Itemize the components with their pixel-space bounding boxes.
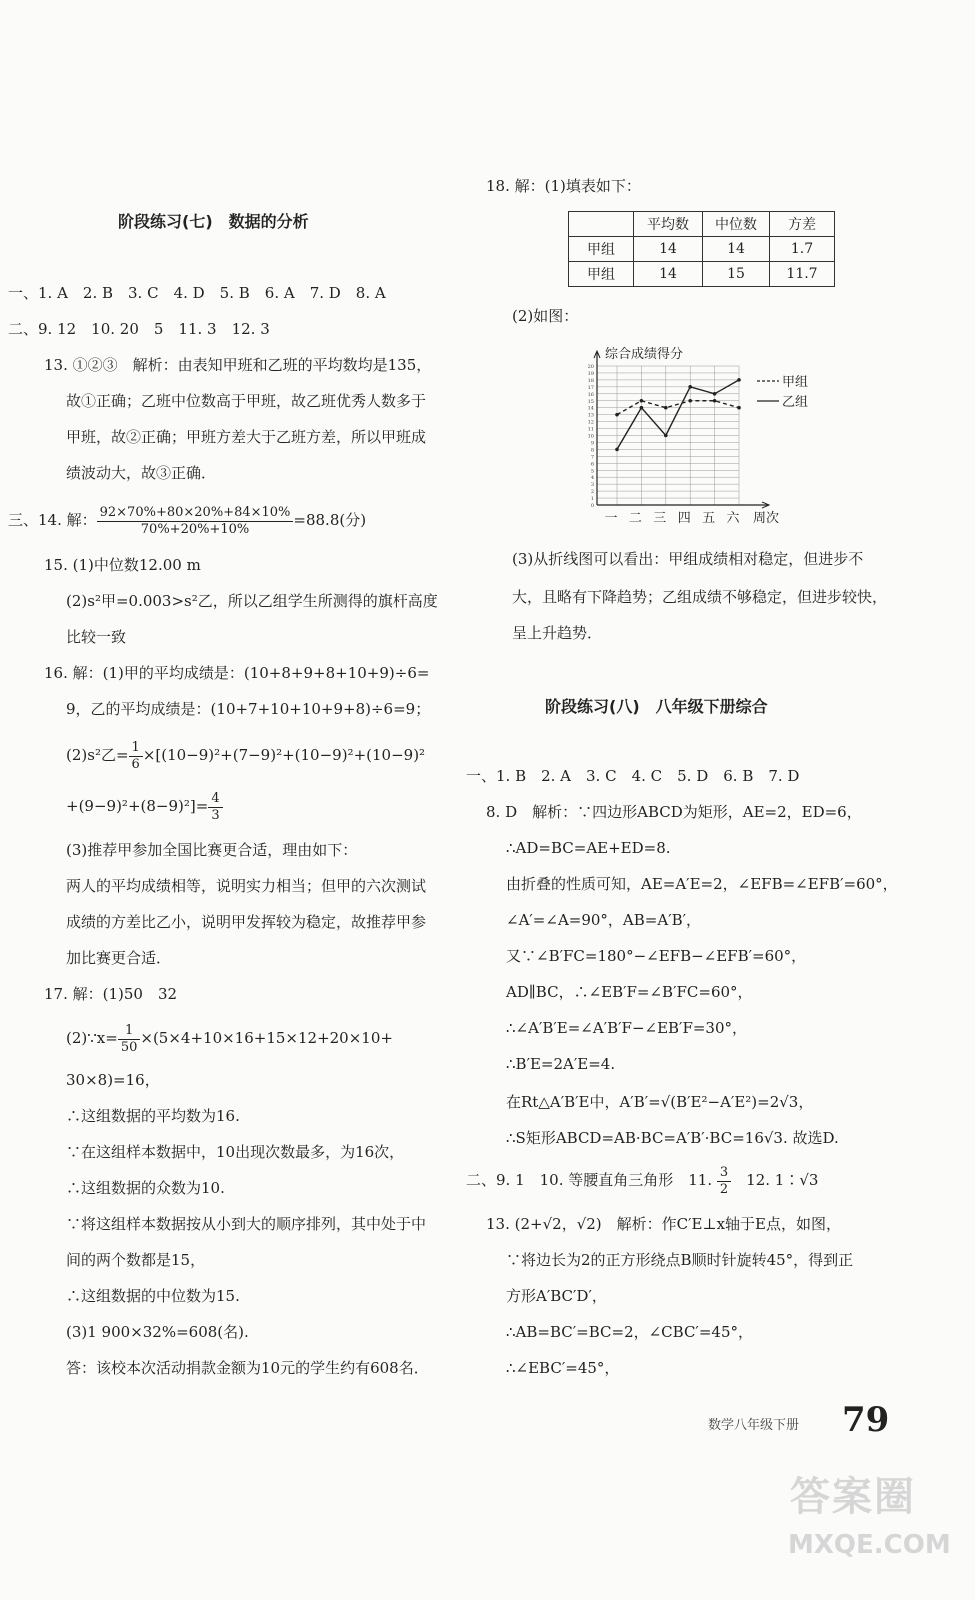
q16-res-den: 3: [211, 807, 220, 823]
answer-line: (3)1 900×32%=608(名).: [66, 1323, 249, 1341]
q12-answer: 12. 1∶√3: [731, 1171, 819, 1189]
watermark-url: MXQE.COM: [788, 1530, 951, 1560]
q17-frac-num: 1: [118, 1023, 141, 1040]
answer-line: 方形A′BC′D′，: [506, 1287, 607, 1305]
legend-label: 乙组: [782, 395, 809, 410]
q18-heading: 18. 解：(1)填表如下：: [486, 177, 641, 195]
y-tick-label: 7: [590, 454, 594, 461]
data-point: [713, 392, 717, 396]
table-cell: 15: [703, 262, 770, 287]
data-point: [737, 406, 741, 410]
answer-line: 9，乙的平均成绩是：(10+7+10+10+9+8)÷6=9；: [66, 700, 431, 718]
stats-table: [568, 211, 835, 287]
y-tick-label: 15: [587, 398, 594, 405]
answer-line: 成绩的方差比乙小，说明甲发挥较为稳定，故推荐甲参: [66, 913, 427, 931]
answer-line: ∵在这组样本数据中，10出现次数最多，为16次，: [66, 1143, 405, 1161]
q16-res-num: 4: [208, 791, 222, 808]
answer-line: 一、1. A 2. B 3. C 4. D 5. B 6. A 7. D 8. A: [8, 284, 386, 302]
q16-expression: ×[(10−9)²+(7−9)²+(10−9)²+(10−9)²: [142, 746, 426, 764]
score-line-chart: [573, 338, 809, 538]
y-tick-label: 1: [590, 496, 594, 503]
answer-line: (3)从折线图可以看出：甲组成绩相对稳定，但进步不: [512, 550, 864, 568]
q14-fraction: [97, 505, 294, 538]
section-title-8: 阶段练习(八) 八年级下册综合: [545, 697, 768, 716]
answer-line: ∴这组数据的中位数为15.: [66, 1287, 240, 1305]
table-header-cell: [569, 212, 634, 237]
table-cell: 甲组: [569, 262, 634, 287]
q16-variance-cont: [66, 786, 223, 826]
table-row: [569, 237, 835, 262]
answer-line: 17. 解：(1)50 32: [44, 985, 178, 1003]
y-tick-label: 19: [587, 370, 594, 377]
answer-line: 13. (2+√2，√2) 解析：作C′E⊥x轴于E点，如图，: [486, 1215, 841, 1233]
x-tick-label: 六: [726, 511, 740, 526]
answer-line: (2)s²甲=0.003>s²乙，所以乙组学生所测得的旗杆高度: [66, 592, 438, 610]
answer-line: 由折叠的性质可知，AE=A′E=2，∠EFB=∠EFB′=60°，: [506, 875, 898, 893]
watermark-logo: 答案圈: [790, 1474, 916, 1520]
data-point: [615, 448, 619, 452]
q16-result-fraction: [208, 791, 222, 824]
chart-grid: [597, 366, 739, 505]
answer-line: 在Rt△A′B′E中，A′B′=√(B′E²−A′E²)=2√3，: [506, 1093, 814, 1111]
q17-fraction: [118, 1023, 141, 1056]
q16-expression-cont: +(9−9)²+(8−9)²]=: [66, 797, 209, 815]
answer-line: 8. D 解析：∵四边形ABCD为矩形，AE=2，ED=6，: [486, 803, 862, 821]
fill-blank-answers: [466, 1160, 818, 1200]
table-cell: 14: [703, 237, 770, 262]
table-cell: 1.7: [770, 237, 835, 262]
table-cell: 14: [634, 262, 703, 287]
answer-line: ∴S矩形ABCD=AB·BC=A′B′·BC=16√3. 故选D.: [506, 1129, 839, 1147]
answer-line: 两人的平均成绩相等，说明实力相当；但甲的六次测试: [66, 877, 427, 895]
q11-num: 3: [717, 1165, 731, 1182]
x-tick-label: 四: [677, 511, 691, 526]
y-tick-label: 14: [587, 405, 594, 412]
table-cell: 甲组: [569, 237, 634, 262]
data-point: [640, 399, 644, 403]
q16-label: (2)s²乙=: [66, 746, 129, 764]
answer-line: ∴B′E=2A′E=4.: [506, 1055, 616, 1073]
q14-denominator: 70%+20%+10%: [140, 521, 250, 537]
data-point: [688, 385, 692, 389]
answer-line: ∠A′=∠A=90°，AB=A′B′，: [506, 911, 702, 929]
chart-x-label: 周次: [753, 511, 780, 526]
table-cell: 14: [634, 237, 703, 262]
q16-frac-num: 1: [129, 740, 143, 757]
data-point: [688, 399, 692, 403]
chart-ticks: [588, 364, 741, 526]
y-tick-label: 3: [590, 482, 594, 489]
answer-line: ∵将边长为2的正方形绕点B顺时针旋转45°，得到正: [506, 1251, 854, 1269]
chart-axes: [594, 351, 769, 508]
data-point: [640, 406, 644, 410]
table-header-cell: 中位数: [703, 212, 770, 237]
data-point: [737, 378, 741, 382]
q11-fraction: [717, 1165, 731, 1198]
answer-line: 故①正确；乙班中位数高于甲班，故乙班优秀人数多于: [66, 392, 427, 410]
answer-line: 呈上升趋势．: [512, 624, 603, 642]
answer-line: ∴∠EBC′=45°，: [506, 1359, 620, 1377]
q17-mean: [66, 1018, 393, 1058]
answer-line: 30×8)=16，: [66, 1071, 160, 1089]
answer-line: ∴AB=BC′=BC=2，∠CBC′=45°，: [506, 1323, 753, 1341]
table-row: [569, 262, 835, 287]
answer-line: ∵将这组样本数据按从小到大的顺序排列，其中处于中: [66, 1215, 427, 1233]
q14-label: 三、14. 解：: [8, 511, 97, 529]
data-point: [615, 413, 619, 417]
q14-solution: [8, 500, 366, 540]
section-title-7: 阶段练习(七) 数据的分析: [118, 212, 309, 231]
x-tick-label: 二: [628, 511, 642, 526]
answer-line: 二、9. 12 10. 20 5 11. 3 12. 3: [8, 320, 270, 338]
x-tick-label: 三: [653, 511, 667, 526]
chart-legend: [757, 375, 808, 410]
y-tick-label: 20: [587, 364, 594, 370]
y-tick-label: 10: [587, 433, 594, 440]
data-point: [713, 399, 717, 403]
answer-line: 比较一致: [66, 628, 127, 646]
y-tick-label: 5: [590, 468, 594, 475]
answer-line: 又∵∠B′FC=180°−∠EFB−∠EFB′=60°，: [506, 947, 807, 965]
q16-fraction: [129, 740, 143, 773]
blank-answers-label: 二、9. 1 10. 等腰直角三角形 11.: [466, 1171, 717, 1189]
q18-part2: (2)如图：: [512, 307, 579, 325]
legend-label: 甲组: [782, 375, 809, 390]
answer-line: 一、1. B 2. A 3. C 4. C 5. D 6. B 7. D: [466, 767, 800, 785]
q16-frac-den: 6: [131, 756, 140, 772]
book-name: 数学八年级下册: [708, 1418, 800, 1433]
y-tick-label: 16: [587, 391, 594, 398]
y-tick-label: 8: [590, 447, 594, 454]
x-tick-label: 一: [604, 511, 618, 526]
answer-line: ∴∠A′B′E=∠A′B′F−∠EB′F=30°，: [506, 1019, 748, 1037]
page-number: 79: [842, 1400, 890, 1440]
x-tick-label: 五: [702, 511, 716, 526]
q14-result: =88.8(分): [293, 511, 367, 529]
data-point: [664, 406, 668, 410]
y-tick-label: 13: [587, 412, 594, 419]
answer-line: 加比赛更合适．: [66, 949, 172, 967]
y-tick-label: 9: [590, 440, 594, 447]
answer-line: 大，且略有下降趋势；乙组成绩不够稳定，但进步较快，: [512, 588, 888, 606]
answer-line: 绩波动大，故③正确．: [66, 464, 217, 482]
y-tick-label: 12: [587, 419, 594, 426]
answer-line: 16. 解：(1)甲的平均成绩是：(10+8+9+8+10+9)÷6=: [44, 664, 430, 682]
q17-expression: ×(5×4+10×16+15×12+20×10+: [140, 1029, 393, 1047]
table-cell: 11.7: [770, 262, 835, 287]
y-tick-label: 0: [590, 503, 594, 509]
q17-frac-den: 50: [120, 1039, 138, 1055]
answer-line: ∴这组数据的众数为10.: [66, 1179, 225, 1197]
answer-line: AD∥BC，∴∠EB′F=∠B′FC=60°，: [506, 983, 753, 1001]
answer-line: ∴AD=BC=AE+ED=8.: [506, 839, 671, 857]
y-tick-label: 18: [587, 377, 594, 384]
y-tick-label: 11: [587, 426, 594, 433]
data-point: [664, 434, 668, 438]
table-header-cell: 平均数: [634, 212, 703, 237]
answer-line: 答：该校本次活动捐款金额为10元的学生约有608名．: [66, 1359, 429, 1377]
y-tick-label: 2: [590, 489, 594, 496]
answer-line: 间的两个数都是15，: [66, 1251, 206, 1269]
y-tick-label: 17: [587, 384, 594, 391]
q16-variance: [66, 735, 425, 775]
answer-line: 15. (1)中位数12.00 m: [44, 556, 201, 574]
y-tick-label: 4: [590, 475, 594, 482]
answer-line: 甲班，故②正确；甲班方差大于乙班方差，所以甲班成: [66, 428, 427, 446]
table-header-row: [569, 212, 835, 237]
answer-line: 13. ①②③ 解析：由表知甲班和乙班的平均数均是135，: [44, 356, 432, 374]
chart-title: 综合成绩得分: [605, 347, 684, 362]
q17-label: (2)∵x=: [66, 1029, 118, 1047]
q11-den: 2: [719, 1181, 729, 1197]
q14-numerator: 92×70%+80×20%+84×10%: [97, 505, 294, 522]
table-header-cell: 方差: [770, 212, 835, 237]
answer-line: (3)推荐甲参加全国比赛更合适，理由如下：: [66, 841, 358, 859]
y-tick-label: 6: [590, 461, 594, 468]
answer-line: ∴这组数据的平均数为16.: [66, 1107, 240, 1125]
